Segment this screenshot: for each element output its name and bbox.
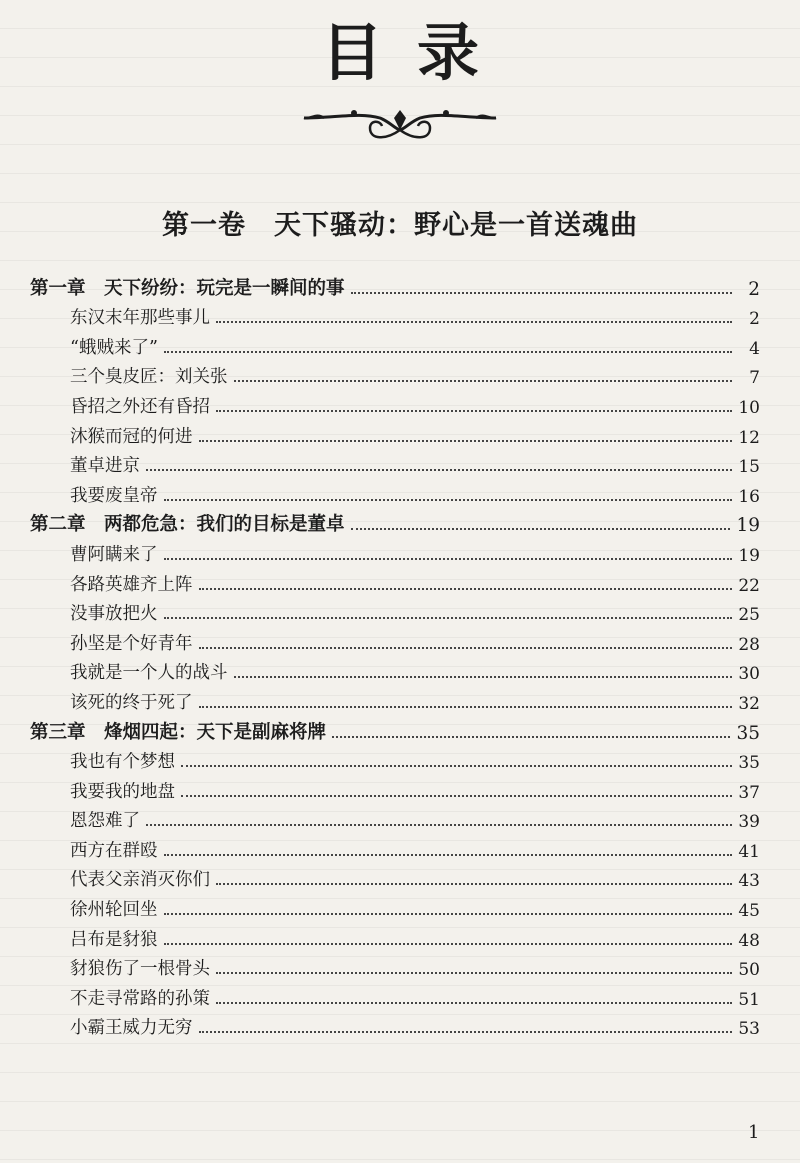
toc-entry-label: 孙坚是个好青年 bbox=[70, 633, 193, 654]
toc-entry-page: 16 bbox=[738, 486, 760, 507]
toc-section-entry bbox=[30, 655, 760, 685]
toc-entry-label: 我就是一个人的战斗 bbox=[70, 663, 228, 684]
volume-heading: 第一卷 天下骚动：野心是一首送魂曲 bbox=[162, 210, 638, 241]
dot-leader bbox=[216, 972, 732, 974]
toc-entry-page: 2 bbox=[748, 278, 760, 300]
toc-entry-page: 48 bbox=[738, 930, 760, 951]
toc-section-entry bbox=[30, 477, 760, 507]
toc-section-entry bbox=[30, 566, 760, 596]
toc-entry-page: 35 bbox=[736, 722, 760, 744]
dot-leader bbox=[146, 824, 732, 826]
dot-leader bbox=[234, 380, 733, 382]
toc-section-entry bbox=[30, 329, 760, 359]
ornament-flourish-icon bbox=[300, 98, 500, 142]
toc-section-entry bbox=[30, 536, 760, 566]
toc-entry-page: 41 bbox=[738, 841, 760, 862]
toc-section-entry bbox=[30, 1010, 760, 1040]
toc-section-entry bbox=[30, 596, 760, 626]
toc-section-entry bbox=[30, 921, 760, 951]
toc-chapter-entry bbox=[30, 270, 760, 300]
dot-leader bbox=[199, 647, 733, 649]
toc-entry-page: 50 bbox=[738, 960, 760, 981]
dot-leader bbox=[234, 676, 733, 678]
toc-entry-label: 恩怨难了 bbox=[70, 811, 140, 832]
toc-entry-label: 各路英雄齐上阵 bbox=[70, 574, 193, 595]
toc-entry-label: 第一章 天下纷纷：玩完是一瞬间的事 bbox=[30, 277, 345, 299]
toc-section-entry bbox=[30, 803, 760, 833]
toc-section-entry bbox=[30, 448, 760, 478]
toc-section-entry bbox=[30, 359, 760, 389]
toc-entry-label: 没事放把火 bbox=[70, 604, 158, 625]
toc-entry-label: 徐州轮回坐 bbox=[70, 900, 158, 921]
toc-entry-label: 东汉末年那些事儿 bbox=[70, 308, 210, 329]
toc-entry-page: 10 bbox=[738, 397, 760, 418]
toc-entry-label: 豺狼伤了一根骨头 bbox=[70, 959, 210, 980]
toc-section-entry bbox=[30, 773, 760, 803]
toc-section-entry bbox=[30, 684, 760, 714]
toc-entry-page: 30 bbox=[738, 664, 760, 685]
dot-leader bbox=[164, 617, 733, 619]
toc-section-entry bbox=[30, 951, 760, 981]
dot-leader bbox=[216, 883, 732, 885]
toc-entry-page: 4 bbox=[749, 338, 760, 359]
dot-leader bbox=[216, 1002, 732, 1004]
toc-chapter-entry bbox=[30, 714, 760, 744]
toc-entry-label: 第二章 两都危急：我们的目标是董卓 bbox=[30, 514, 345, 536]
dot-leader bbox=[199, 706, 733, 708]
toc-entry-page: 39 bbox=[738, 812, 760, 833]
toc-entry-page: 35 bbox=[738, 753, 760, 774]
toc-entry-label: 小霸王威力无穷 bbox=[70, 1018, 193, 1039]
toc-entry-page: 7 bbox=[749, 368, 760, 389]
page-title: 目录 bbox=[320, 16, 513, 89]
dot-leader bbox=[216, 321, 732, 323]
dot-leader bbox=[164, 943, 733, 945]
toc-entry-page: 28 bbox=[738, 634, 760, 655]
dot-leader bbox=[351, 528, 731, 530]
toc-entry-page: 53 bbox=[738, 1019, 760, 1040]
toc-section-entry bbox=[30, 300, 760, 330]
dot-leader bbox=[332, 736, 730, 738]
dot-leader bbox=[146, 469, 732, 471]
toc-entry-page: 37 bbox=[738, 782, 760, 803]
dot-leader bbox=[164, 499, 733, 501]
dot-leader bbox=[351, 292, 732, 294]
toc-section-entry bbox=[30, 744, 760, 774]
toc-entry-label: 吕布是豺狼 bbox=[70, 929, 158, 950]
toc-entry-page: 12 bbox=[738, 427, 760, 448]
toc-entry-page: 45 bbox=[738, 901, 760, 922]
dot-leader bbox=[181, 765, 732, 767]
toc-section-entry bbox=[30, 625, 760, 655]
toc-entry-page: 51 bbox=[738, 989, 760, 1010]
toc-section-entry bbox=[30, 862, 760, 892]
dot-leader bbox=[199, 1031, 733, 1033]
toc-entry-page: 19 bbox=[738, 545, 760, 566]
toc-section-entry bbox=[30, 418, 760, 448]
dot-leader bbox=[164, 558, 733, 560]
table-of-contents bbox=[30, 270, 760, 1039]
toc-entry-page: 19 bbox=[736, 515, 760, 537]
toc-entry-label: “蛾贼来了” bbox=[70, 337, 158, 358]
toc-entry-label: 该死的终于死了 bbox=[70, 692, 193, 713]
toc-section-entry bbox=[30, 891, 760, 921]
dot-leader bbox=[216, 410, 732, 412]
toc-entry-label: 我要我的地盘 bbox=[70, 781, 175, 802]
toc-section-entry bbox=[30, 832, 760, 862]
toc-section-entry bbox=[30, 388, 760, 418]
toc-entry-label: 董卓进京 bbox=[70, 456, 140, 477]
dot-leader bbox=[164, 913, 733, 915]
toc-entry-label: 我也有个梦想 bbox=[70, 752, 175, 773]
toc-entry-page: 32 bbox=[738, 693, 760, 714]
dot-leader bbox=[164, 351, 732, 353]
toc-entry-page: 15 bbox=[738, 457, 760, 478]
toc-entry-label: 沐猴而冠的何进 bbox=[70, 426, 193, 447]
dot-leader bbox=[199, 440, 733, 442]
dot-leader bbox=[199, 588, 733, 590]
toc-entry-page: 22 bbox=[738, 575, 760, 596]
toc-entry-label: 代表父亲消灭你们 bbox=[70, 870, 210, 891]
toc-entry-label: 西方在群殴 bbox=[70, 840, 158, 861]
toc-entry-label: 不走寻常路的孙策 bbox=[70, 988, 210, 1009]
page-header bbox=[0, 16, 800, 142]
toc-entry-label: 第三章 烽烟四起：天下是副麻将牌 bbox=[30, 721, 327, 743]
dot-leader bbox=[181, 795, 732, 797]
toc-chapter-entry bbox=[30, 507, 760, 537]
toc-entry-page: 43 bbox=[738, 871, 760, 892]
toc-entry-label: 我要废皇帝 bbox=[70, 485, 158, 506]
toc-entry-page: 25 bbox=[738, 605, 760, 626]
toc-entry-label: 三个臭皮匠：刘关张 bbox=[70, 367, 228, 388]
toc-entry-page: 2 bbox=[749, 309, 760, 330]
page-number: 1 bbox=[748, 1122, 760, 1143]
dot-leader bbox=[164, 854, 733, 856]
toc-entry-label: 曹阿瞒来了 bbox=[70, 544, 158, 565]
toc-section-entry bbox=[30, 980, 760, 1010]
toc-entry-label: 昏招之外还有昏招 bbox=[70, 396, 210, 417]
